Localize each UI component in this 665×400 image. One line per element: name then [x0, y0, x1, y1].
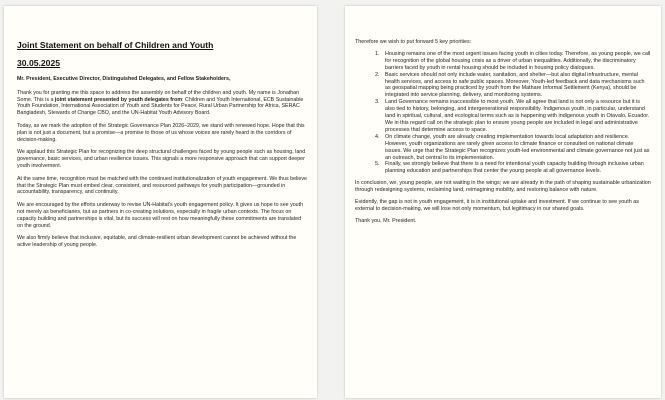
priority-item-basic-services: 2. Basic services should not only include water, sanitation, and shelter—but also digital infrastructure, mental health services, and access to safe public spaces. Moreover, Youth-led feedback and data mechanisms such as geospatial mapping being practiced by youth from the Mathare Informal Settlement (Kenya), should be integrated into service planning, delivery, and monitoring systems. — [381, 72, 651, 100]
intro-text-part1: Thank you for granting me this space to address the assembly on behalf of the children and youth. My name is Jonathan Some. This is a — [17, 89, 300, 103]
document-page-right — [345, 6, 661, 398]
statement-title: Joint Statement on behalf of Children and Youth — [17, 40, 214, 50]
priorities-list — [355, 51, 651, 175]
priority-item-capacity-building: 5. Finally, we strongly believe that there is a need for intentional youth capacity building through inclusive urban planning education and partnerships that center the young people at all governance levels. — [381, 161, 651, 175]
document-page-left — [4, 6, 317, 398]
paragraph-believe: We also firmly believe that inclusive, equitable, and climate-resilient urban development cannot be achieved without the active leadership of young people. — [17, 235, 297, 249]
paragraph-gap: Evidently, the gap is not in youth engagement, it is in institutional uptake and investment. If we continue to see youth as external to decision-making, we will lose not only momentum, but legitimacy in our shared goals. — [355, 199, 639, 212]
priority-item-climate-change: 4. On climate change, youth are already creating implementation towards local adaptation and resilience. However, youth organizations are rarely given access to climate finance or consulted on national climate issues. We urge that the Strategic Plan recognizes youth-led environmental and climate governance not just as an outreach, but central to its implementation. — [381, 134, 651, 162]
salutation: Mr. President, Executive Director, Distinguished Delegates, and Fellow Stakeholders, — [17, 76, 231, 82]
paragraph-adoption: Today, as we mark the adoption of the Strategic Governance Plan 2026–2029, we stand with renewed hope. Hope that this plan is not just a document, but a promise—a promise to those of us whose voices are rarely heard in the corridors of decision-making. — [17, 122, 305, 143]
statement-date: 30.05.2025 — [17, 58, 61, 68]
paragraph-encouraged: We are encouraged by the efforts underway to revise UN-Habitat's youth engagement policy. It gives us hope to see youth not merely as beneficiaries, but as partners in co-creating solutions, especially in fragile urban contexts. The focus on capacity building and partnerships is vital, but its success will rest on how meaningfully these commitments are translated on the ground. — [17, 202, 304, 229]
paragraph-introduction — [17, 90, 307, 117]
priority-item-land-governance: 3. Land Governance remains inaccessible to most youth. We all agree that land is not only a resource but it is also tied to history, belonging, and intergenerational responsibility. Indigenous youth, in particular, understand land in spiritual, cultural, and ecological terms such as is happening with indigenous youth in Otavalo, Ecuador. We in this regard call on the strategic plan to ensure young people are included in legal and administrative processes that determine access to space. — [381, 99, 651, 134]
closing-thanks: Thank you, Mr. President. — [355, 217, 417, 224]
paragraph-applaud: We applaud this Strategic Plan for recognizing the deep structural challenges faced by young people such as housing, land governance, basic services, and urban resilience issues. This signals a more responsive approach that can support deeper youth involvement. — [17, 149, 306, 169]
paragraph-recognition: At the same time, recognition must be matched with the continued institutionalization of youth engagement. We thus believe that the Strategic Plan must embed clear, consistent, and resourced pathways for youth participation—grounded in accountability, transparency, and continuity. — [17, 175, 307, 196]
intro-text-part2: : Children and Youth International, ECB Sustainable Youth Foundation, International Association of Youth and Students for Peace, Rural Urban Partnership for Africa, SERAC Bangladesh, Stewards of Change CBO, and the UN-Habitat Youth Advisory Board. — [17, 96, 304, 117]
priority-item-housing: 1. Housing remains one of the most urgent issues facing youth in cities today. Therefore, as young people, we call for recognition of the global housing crisis as a driver of urban inequalities. Additionally, the discriminatory barriers faced by youth in rental housing should be included in housing policy dialogues. — [381, 51, 651, 72]
intro-text-bold: joint statement presented by youth delegates from — [54, 96, 183, 103]
paragraph-conclusion: In conclusion, we, young people, are not waiting in the wings; we are already in the path of shaping sustainable urbanization through redesigning systems, reclaiming land, reimagining mobility, and restoring balance with nature. — [355, 180, 651, 194]
priorities-intro: Therefore we wish to put forward 5 key priorities: — [355, 39, 472, 45]
